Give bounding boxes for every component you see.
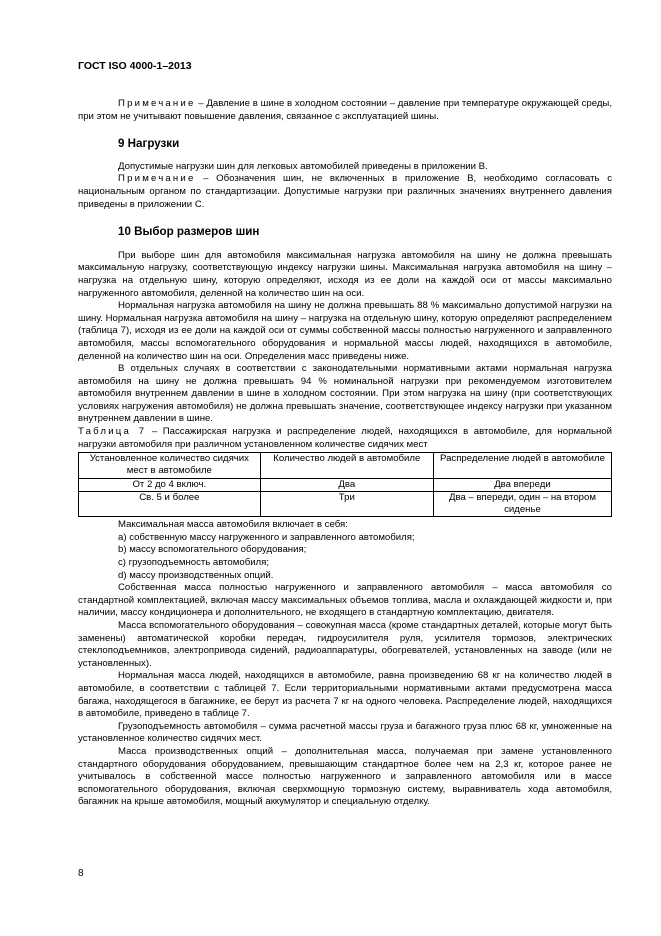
- table-row: [79, 491, 612, 516]
- list-item: c) грузоподъемность автомобиля;: [118, 557, 270, 569]
- table-label: Таблица 7: [78, 426, 147, 438]
- section-10-paragraph-1: При выборе шин для автомобиля максимальная нагрузка автомобиля на шину не должна превышать максимальную нагрузку, соответствующую индексу нагрузки шины. Максимальная нагрузка автомобиля на шину – нагрузка на отдельную шину, которую определяют, исходя из ее доли на каждой оси от массы максимально нагруженного автомобиля, деленной на количество шин на оси.: [78, 249, 612, 299]
- note-pressure: [78, 98, 612, 123]
- list-item: b) массу вспомогательного оборудования;: [118, 544, 307, 556]
- table-7-caption: [78, 426, 612, 451]
- list-item: d) массу производственных опций.: [118, 569, 274, 581]
- note-label: Примечание: [118, 173, 196, 185]
- section-10-heading: 10 Выбор размеров шин: [118, 225, 260, 239]
- note-text: – Давление в шине в холодном состоянии – давление при температуре окружающей среды, при этом не учитывают повышение давления, связанное с эксплуатацией шины.: [78, 98, 612, 122]
- table-cell: Три: [260, 491, 433, 516]
- table-cell: От 2 до 4 включ.: [79, 478, 261, 491]
- aux-mass-paragraph: Масса вспомогательного оборудования – совокупная масса (кроме стандартных деталей, которые могут быть заменены) автоматической коробки передач, гидроусилителя руля, усилителя тормозов, электрических стеклоподъемников, электропривода сидений, радиоаппаратуры, обогревателей, установленных на заводе (или не установленных).: [78, 620, 612, 669]
- people-mass-paragraph: Нормальная масса людей, находящихся в автомобиле, равна произведению 68 кг на количество людей в автомобиле, в соответствии с таблицей 7. Если территориальными нормативными актами предусмотрена масса багажа, находящегося в багажнике, ее берут из расчета 7 кг на одного человека. Распределение людей, находящихся в автомобиле, приведено в таблице 7.: [78, 670, 612, 720]
- mass-intro: Максимальная масса автомобиля включает в себя:: [118, 519, 348, 531]
- document-header: ГОСТ ISO 4000-1–2013: [78, 60, 192, 72]
- list-item: а) собственную массу нагруженного и заправленного автомобиля;: [118, 531, 415, 543]
- table-header-row: [79, 453, 612, 478]
- note-text: – Обозначения шин, не включенных в приложение B, необходимо согласовать с национальным органом по стандартизации. Допустимые нагрузки при различных значениях внутреннего давления приведены в приложении C.: [78, 173, 612, 210]
- options-mass-paragraph: Масса производственных опций – дополнительная масса, получаемая при замене установленного стандартного оборудования оборудованием, превышающим стандартное более чем на 2,3 кг, которое ранее не учитывалось в собственной массе полностью нагруженного и заправленного автомобиля или в массе вспомогательного оборудования, включая сверхмощную тормозную систему, выравниватель хода автомобиля, багажник на крыше автомобиля, мощный аккумулятор и специальную отделку.: [78, 745, 612, 808]
- table-header-cell: Установленное количество сидячих мест в автомобиле: [79, 453, 261, 478]
- section-9-note: [78, 173, 612, 211]
- table-cell: Св. 5 и более: [79, 491, 261, 516]
- table-cell: Два – впереди, один – на втором сиденье: [433, 491, 611, 516]
- table-row: [79, 478, 612, 491]
- table-header-cell: Распределение людей в автомобиле: [433, 453, 611, 478]
- table-caption-text: – Пассажирская нагрузка и распределение людей, находящихся в автомобиле, для нормальной нагрузки автомобиля при различном установленном количестве сидячих мест: [78, 426, 613, 450]
- page-number: 8: [78, 868, 84, 879]
- table-7: [78, 452, 612, 517]
- section-9-heading: 9 Нагрузки: [118, 137, 180, 151]
- section-10-paragraph-2: Нормальная нагрузка автомобиля на шину не должна превышать 88 % максимально допустимой нагрузки на шину. Нормальная нагрузка автомобиля на шину – нагрузка на отдельную шину, которую определяют распределением (таблица 7), исходя из ее доли на каждой оси от суммы собственной массы полностью нагруженного и заправленного автомобиля, массы вспомогательного оборудования и нормальной массы людей, находящихся в автомобиле, деленной на количество шин на оси. Определения масс приведены ниже.: [78, 300, 612, 362]
- section-10-paragraph-3: В отдельных случаях в соответствии с законодательными нормативными актами нормальная нагрузка автомобиля на шину не должна превышать 94 % номинальной нагрузки при рекомендуемом изготовителем автомобиля внутреннем давлении в шине в холодном состоянии. При этом нагрузка на шину (при соответствующих условиях нагружения автомобиля) не должна превышать значение, соответствующее индексу нагрузки при указанном внутреннем давлении в шине.: [78, 363, 612, 425]
- note-label: Примечание: [118, 98, 196, 109]
- table-cell: Два: [260, 478, 433, 491]
- own-mass-paragraph: Собственная масса полностью нагруженного и заправленного автомобиля – масса автомобиля со стандартной комплектацией, включая массу максимальных объемов топлива, масла и охлаждающей жидкости и, при наличии, массу кондиционера и дополнительного, не входящего в стандартную комплектацию, двигателя.: [78, 582, 612, 619]
- table-cell: Два впереди: [433, 478, 611, 491]
- document-body: [78, 98, 612, 809]
- section-9-paragraph: Допустимые нагрузки шин для легковых автомобилей приведены в приложении B.: [118, 160, 488, 172]
- payload-paragraph: Грузоподъемность автомобиля – сумма расчетной массы груза и багажного груза плюс 68 кг, умноженные на установленное количество сидячих мест.: [78, 720, 612, 745]
- table-header-cell: Количество людей в автомобиле: [260, 453, 433, 478]
